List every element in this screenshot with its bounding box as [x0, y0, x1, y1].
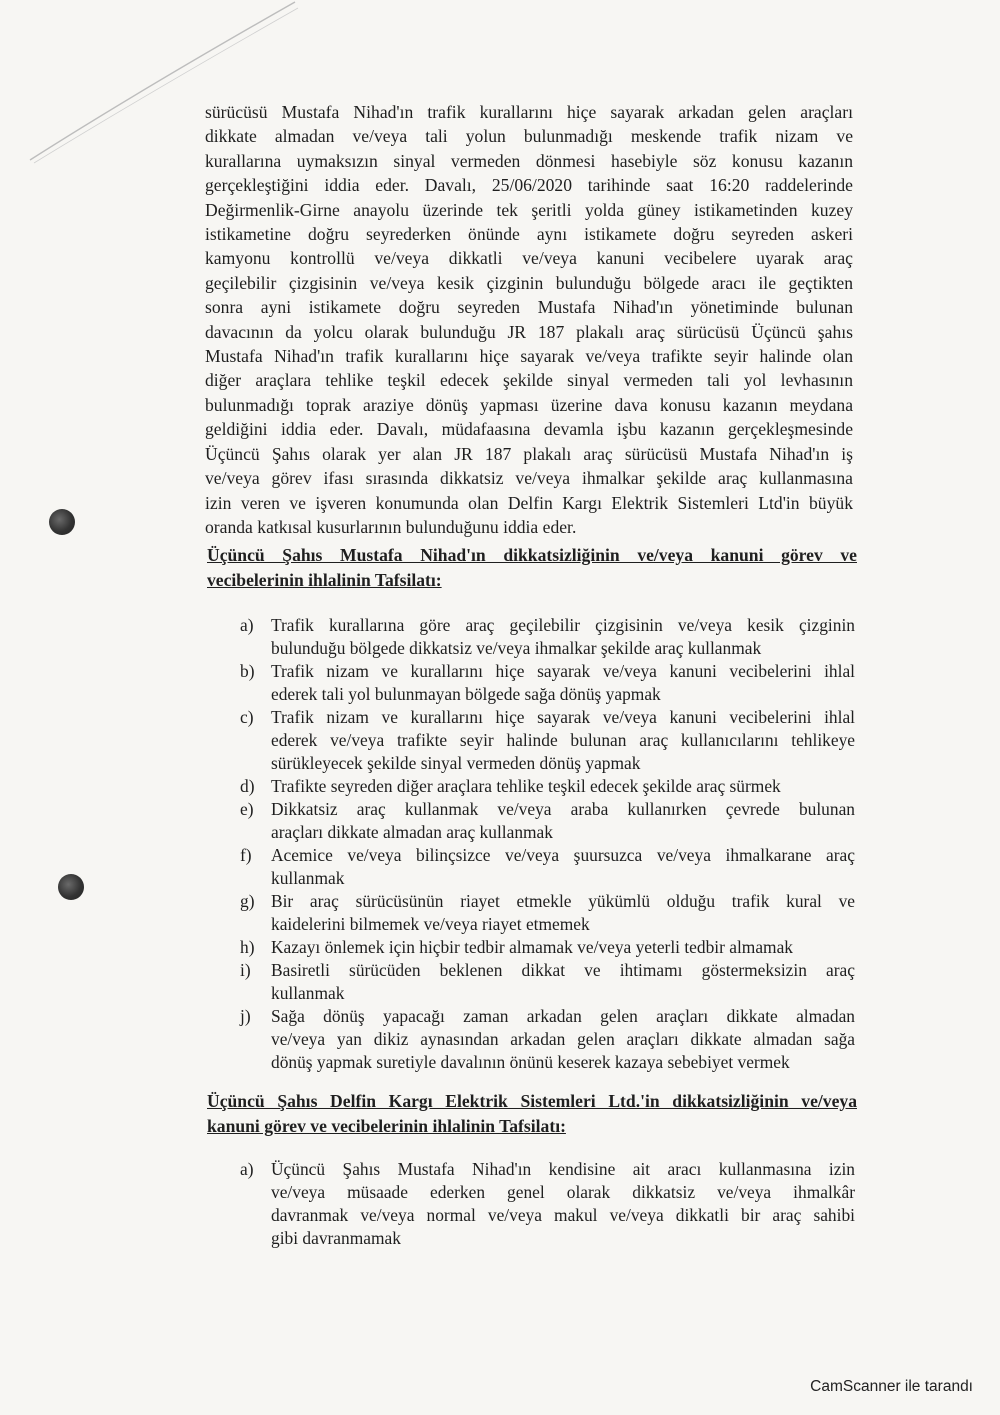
- list-item: [240, 660, 855, 706]
- list-text-line: bulunduğu bölgede dikkatsiz ve/veya ihmalkar şekilde araç kullanmak: [271, 638, 762, 658]
- list-text-line: araçları dikkate almadan araç kullanmak: [271, 822, 553, 842]
- paragraph-line: dikkate almadan ve/veya tali yolun bulunmadığı meskende trafik nizam ve: [205, 126, 853, 147]
- list-marker: f): [240, 845, 252, 865]
- list-text-line: davranmak ve/veya normal ve/veya makul ve/veya dikkatli bir araç sahibi: [271, 1205, 855, 1225]
- body-paragraph: [205, 100, 853, 539]
- paragraph-line: Mustafa Nihad'ın trafik kurallarını hiçe sayarak ve/veya trafikte seyir halinde olan: [205, 346, 853, 367]
- list-item: [240, 1005, 855, 1074]
- list-marker: g): [240, 891, 255, 911]
- paragraph-line: geldiğini iddia eder. Davalı, müdafaasına devamla işbu kazanın gerçekleşmesinde: [205, 419, 853, 440]
- list-text-line: ve/veya müsaade ederken genel olarak dikkatsiz ve/veya ihmalkâr: [271, 1182, 855, 1202]
- list-text-line: Kazayı önlemek için hiçbir tedbir almamak ve/veya yeterli tedbir almamak: [271, 937, 793, 957]
- list-marker: c): [240, 707, 254, 727]
- list-text-line: Acemice ve/veya bilinçsizce ve/veya şuursuzca ve/veya ihmalkarane araç: [271, 845, 855, 865]
- list-text-line: kaidelerini bilmemek ve/veya riayet etmemek: [271, 914, 590, 934]
- paragraph-line: Değirmenlik-Girne anayolu üzerinde tek şeritli yolda güney istikametinden kuzey: [205, 199, 853, 220]
- list-text-line: Sağa dönüş yapacağı zaman arkadan gelen araçları dikkate almadan: [271, 1006, 855, 1026]
- list-item: [240, 798, 855, 844]
- paragraph-line: ve/veya görev ifası sırasında dikkatsiz ve/veya ihmalkar şekilde araç kullanmasına: [205, 468, 853, 489]
- list-item: [240, 1158, 855, 1250]
- list-text-line: Trafik nizam ve kurallarını hiçe sayarak ve/veya kanuni vecibelerini ihlal: [271, 707, 855, 727]
- list-item: [240, 775, 855, 798]
- list-marker: i): [240, 960, 251, 980]
- list-text: [271, 1158, 855, 1250]
- list-item: [240, 959, 855, 1005]
- list-text: [271, 1005, 855, 1074]
- list-marker: j): [240, 1006, 251, 1026]
- list-marker: a): [240, 1159, 254, 1179]
- list-text: [271, 844, 855, 890]
- list-marker: h): [240, 937, 255, 957]
- list-text-line: Dikkatsiz araç kullanmak ve/veya araba kullanırken çevrede bulunan: [271, 799, 855, 819]
- paragraph-line: sonra ayni istikamete doğru seyreden Mustafa Nihad'ın yönetiminde bulunan: [205, 297, 853, 318]
- list-text-line: kullanmak: [271, 868, 345, 888]
- list-text-line: Trafik nizam ve kurallarını hiçe sayarak ve/veya kanuni vecibelerini ihlal: [271, 661, 855, 681]
- list-text-line: ve/veya yan dikiz aynasından arkadan gelen araçları dikkate almadan sağa: [271, 1029, 855, 1049]
- list-text: [271, 706, 855, 775]
- section-heading: [207, 543, 857, 593]
- list-marker: d): [240, 776, 255, 796]
- list-text-line: Trafik kurallarına göre araç geçilebilir çizgisinin ve/veya kesik çizginin: [271, 615, 855, 635]
- list-text: [271, 798, 855, 844]
- punch-hole: [49, 509, 75, 535]
- paragraph-line: gerçekleştiğini iddia eder. Davalı, 25/06/2020 tarihinde saat 16:20 raddelerinde: [205, 175, 853, 196]
- list-text-line: Bir araç sürücüsünün riayet etmekle yükümlü olduğu trafik kural ve: [271, 891, 855, 911]
- heading-line: kanuni görev ve vecibelerinin ihlalinin Tafsilatı:: [207, 1116, 566, 1136]
- list-text-line: ederek tali yol bulunmayan bölgede sağa dönüş yapmak: [271, 684, 661, 704]
- list-item: [240, 844, 855, 890]
- list-text: [271, 890, 855, 936]
- heading-line: vecibelerinin ihlalinin Tafsilatı:: [207, 570, 442, 590]
- list-item: [240, 706, 855, 775]
- section-heading: [207, 1089, 857, 1139]
- list-text-line: gibi davranmamak: [271, 1228, 401, 1248]
- list-section2: [240, 1158, 855, 1250]
- list-marker: a): [240, 615, 254, 635]
- list-text: [271, 775, 855, 798]
- heading-line: Üçüncü Şahıs Mustafa Nihad'ın dikkatsizliğinin ve/veya kanuni görev ve: [207, 545, 857, 565]
- list-text-line: kullanmak: [271, 983, 345, 1003]
- list-item: [240, 890, 855, 936]
- scanner-watermark: CamScanner ile tarandı: [810, 1378, 973, 1395]
- heading-line: Üçüncü Şahıs Delfin Kargı Elektrik Sistemleri Ltd.'in dikkatsizliğinin ve/veya: [207, 1091, 857, 1111]
- list-text-line: Trafikte seyreden diğer araçlara tehlike teşkil edecek şekilde araç sürmek: [271, 776, 781, 796]
- list-text: [271, 614, 855, 660]
- paragraph-line: oranda katkısal kusurlarının bulunduğunu iddia eder.: [205, 516, 577, 537]
- list-text-line: Basiretli sürücüden beklenen dikkat ve ihtimamı göstermeksizin araç: [271, 960, 855, 980]
- list-text-line: dönüş yapmak suretiyle davalının önünü keserek kazaya sebebiyet vermek: [271, 1052, 790, 1072]
- list-marker: b): [240, 661, 255, 681]
- paragraph-line: sürücüsü Mustafa Nihad'ın trafik kurallarını hiçe sayarak arkadan gelen araçları: [205, 102, 853, 122]
- list-text-line: Üçüncü Şahıs Mustafa Nihad'ın kendisine ait aracı kullanmasına izin: [271, 1159, 855, 1179]
- paragraph-line: izin veren ve işveren konumunda olan Delfin Kargı Elektrik Sistemleri Ltd'in büyük: [205, 492, 853, 513]
- list-text: [271, 959, 855, 1005]
- list-item: [240, 614, 855, 660]
- paragraph-line: davacının da yolcu olarak bulunduğu JR 187 plakalı araç sürücüsü Üçüncü şahıs: [205, 321, 853, 342]
- list-text-line: ederek ve/veya trafikte seyir halinde bulunan araç kullanıcılarını tehlikeye: [271, 730, 855, 750]
- list-item: [240, 936, 855, 959]
- list-text: [271, 936, 855, 959]
- list-text: [271, 660, 855, 706]
- paragraph-line: istikametine doğru seyrederken önünde aynı istikamete doğru seyreden askeri: [205, 224, 853, 245]
- paragraph-line: diğer araçlara tehlike teşkil edecek şekilde sinyal vermeden tali yol levhasının: [205, 370, 853, 391]
- paragraph-line: kurallarına uymaksızın sinyal vermeden dönmesi hasebiyle söz konusu kazanın: [205, 150, 853, 171]
- paragraph-line: bulunmadığı toprak araziye dönüş yapması üzerine dava konusu kazanın meydana: [205, 394, 853, 415]
- list-marker: e): [240, 799, 254, 819]
- list-section1: [240, 614, 855, 1074]
- list-text-line: sürükleyecek şekilde sinyal vermeden dönüş yapmak: [271, 753, 641, 773]
- punch-hole: [58, 874, 84, 900]
- paragraph-line: Üçüncü Şahıs olarak yer alan JR 187 plakalı araç sürücüsü Mustafa Nihad'ın iş: [205, 443, 853, 464]
- paragraph-line: kamyonu kontrollü ve/veya dikkatli ve/veya kanuni vecibelere uyarak araç: [205, 248, 853, 269]
- paragraph-line: geçilebilir çizgisinin ve/veya kesik çizginin bulunduğu bölgede aracı ile geçtikten: [205, 272, 853, 293]
